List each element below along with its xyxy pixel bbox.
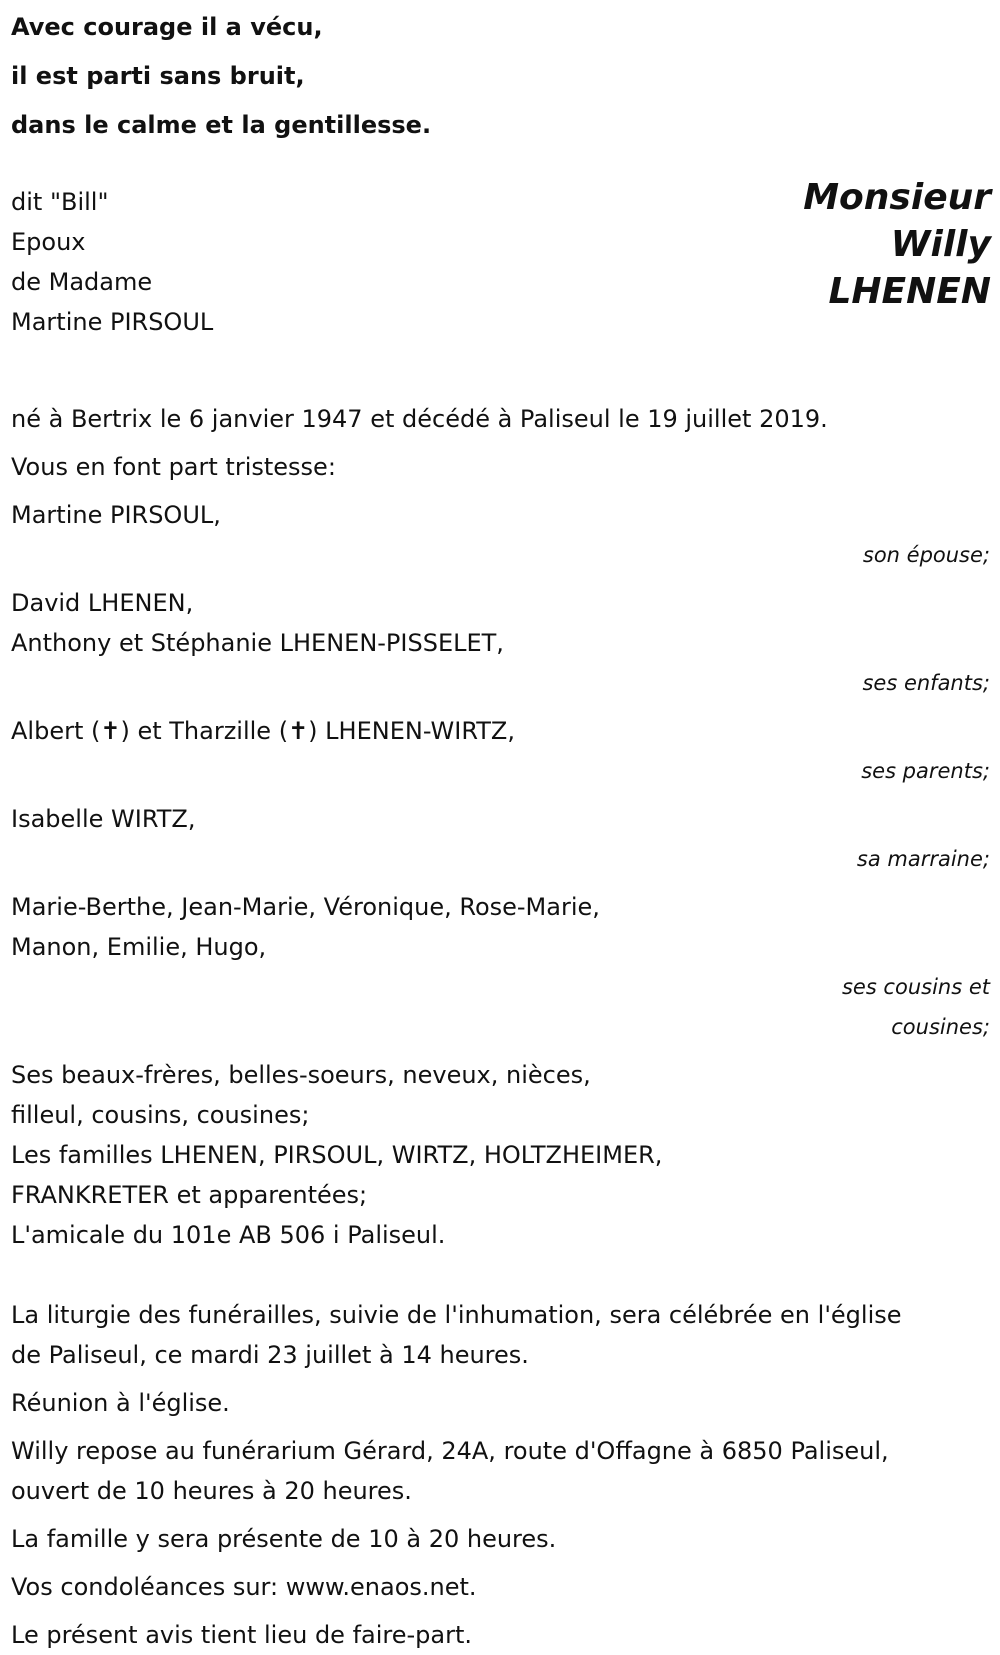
family-names: Martine PIRSOUL,: [11, 501, 221, 529]
spouse-line: de Madame: [11, 268, 153, 296]
family-relation: [11, 967, 991, 1047]
deceased-first-name: Willy: [890, 224, 991, 265]
spouse-line: Epoux: [11, 228, 86, 256]
funeral-info: [11, 1295, 991, 1655]
nickname: dit "Bill": [11, 188, 109, 216]
family-names: Anthony et Stéphanie LHENEN-PISSELET,: [11, 629, 504, 657]
epitaph-line: Avec courage il a vécu,: [11, 13, 323, 41]
family-names: David LHENEN,: [11, 589, 194, 617]
family-entry: [11, 887, 991, 1047]
notice-line: Le présent avis tient lieu de faire-part.: [11, 1621, 473, 1649]
family-entry: [11, 711, 991, 791]
family-entry: [11, 583, 991, 703]
family-entry: [11, 799, 991, 879]
family-relation-line: ses cousins et: [841, 975, 990, 999]
deceased-last-name: LHENEN: [828, 271, 991, 312]
family-names: Isabelle WIRTZ,: [11, 805, 196, 833]
family-relation: ses parents;: [861, 759, 990, 783]
other-relatives-line: filleul, cousins, cousines;: [11, 1101, 310, 1129]
intro-block: [11, 182, 213, 342]
family-relation: ses enfants;: [862, 671, 990, 695]
liturgy-line: de Paliseul, ce mardi 23 juillet à 14 heures.: [11, 1341, 529, 1369]
birth-death-line: né à Bertrix le 6 janvier 1947 et décédé à Paliseul le 19 juillet 2019.: [11, 405, 828, 433]
obituary-notice: [11, 0, 991, 1655]
condolences-line: Vos condoléances sur: www.enaos.net.: [11, 1573, 477, 1601]
meeting-line: Réunion à l'église.: [11, 1389, 230, 1417]
rest-line: ouvert de 10 heures à 20 heures.: [11, 1477, 412, 1505]
other-relatives-line: Ses beaux-frères, belles-soeurs, neveux, nièces,: [11, 1061, 591, 1089]
liturgy-line: La liturgie des funérailles, suivie de l'inhumation, sera célébrée en l'église: [11, 1301, 902, 1329]
deceased-title: Monsieur: [803, 177, 991, 218]
other-relatives-line: L'amicale du 101e AB 506 i Paliseul.: [11, 1221, 446, 1249]
other-relatives: [11, 1055, 991, 1255]
epitaph: [11, 3, 991, 150]
family-names: Marie-Berthe, Jean-Marie, Véronique, Rose-Marie,: [11, 893, 600, 921]
spouse-line: Martine PIRSOUL: [11, 308, 214, 336]
family-relation: son épouse;: [862, 543, 990, 567]
family-names: Albert (✝) et Tharzille (✝) LHENEN-WIRTZ,: [11, 717, 515, 745]
family-list: [11, 495, 991, 1047]
other-relatives-line: FRANKRETER et apparentées;: [11, 1181, 368, 1209]
deceased-name: [803, 174, 991, 315]
other-relatives-line: Les familles LHENEN, PIRSOUL, WIRTZ, HOLTZHEIMER,: [11, 1141, 663, 1169]
announce-line: Vous en font part tristesse:: [11, 453, 336, 481]
family-relation: sa marraine;: [856, 847, 990, 871]
epitaph-line: dans le calme et la gentillesse.: [11, 111, 432, 139]
header-block: [11, 177, 991, 357]
family-relation-line: cousines;: [891, 1015, 990, 1039]
epitaph-line: il est parti sans bruit,: [11, 62, 305, 90]
family-present-line: La famille y sera présente de 10 à 20 heures.: [11, 1525, 557, 1553]
family-entry: [11, 495, 991, 575]
family-names: Manon, Emilie, Hugo,: [11, 933, 267, 961]
rest-line: Willy repose au funérarium Gérard, 24A, route d'Offagne à 6850 Paliseul,: [11, 1437, 889, 1465]
